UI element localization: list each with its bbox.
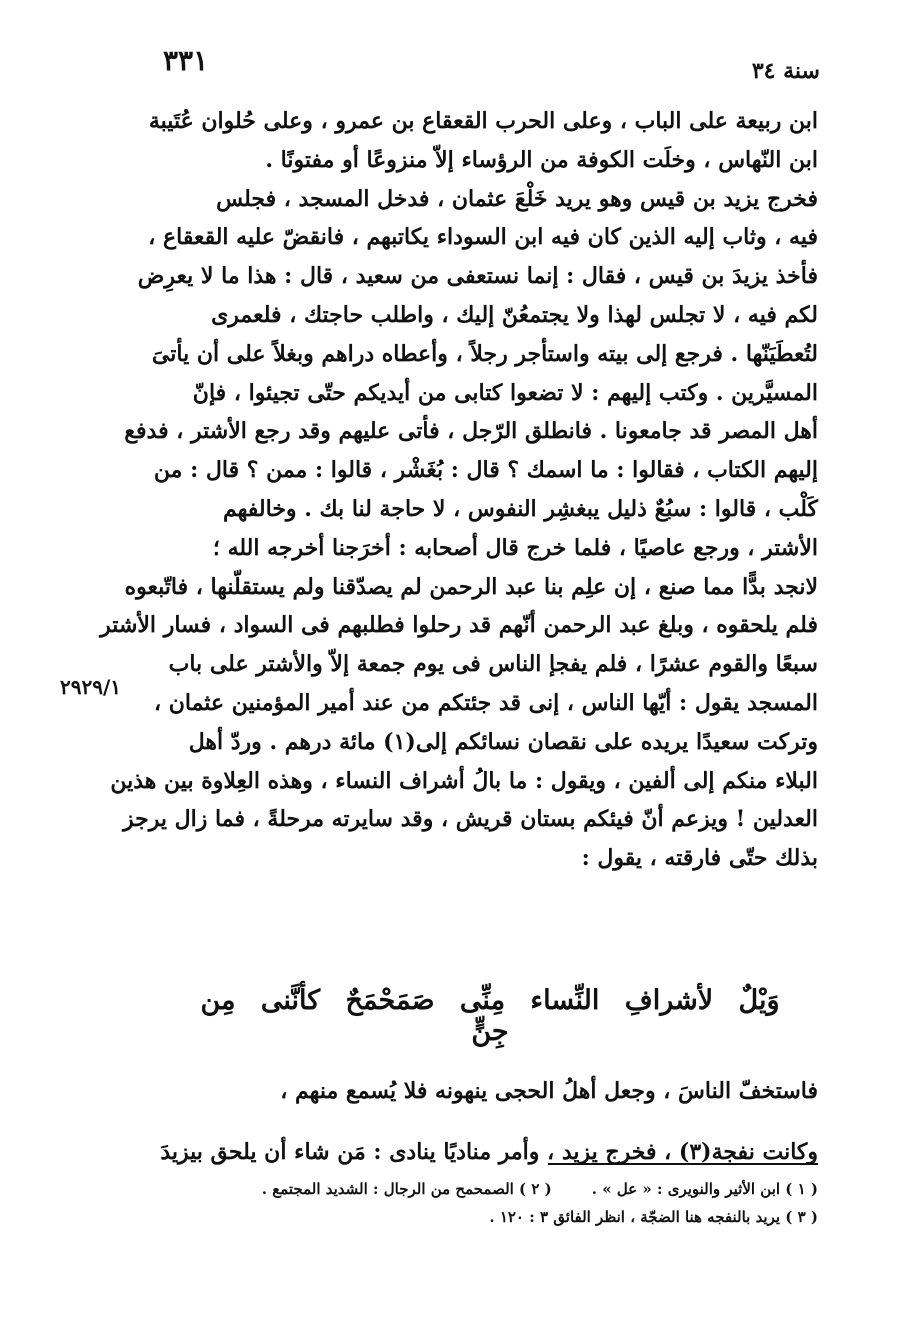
footnote-2: ( ٢ ) الصمحمح من الرجال : الشديد المجتمع . — [261, 1180, 552, 1198]
text-line: إليهم الكتاب ، فقالوا : ما اسمك ؟ قال : بُغَشْر ، قالوا : ممن ؟ قال : من — [153, 457, 818, 484]
text-line: فلم يلحقوه ، وبلغ عبد الرحمن أنّهم قد رحلوا فطلبهم فى السواد ، فسار الأشتر — [100, 612, 818, 639]
text-line: كَلْب ، قالوا : سبُعٌ ذليل يبغشِر النفوس ، لا حاجة لنا بك . وخالفهم — [223, 495, 818, 522]
year-label: سنة ٣٤ — [751, 58, 820, 84]
poetry-verse: وَيْلٌ لأشرافِ النِّساء مِنِّى صَمَحْمَحٌ كأنَّنى مِن جِنٍّ — [200, 985, 780, 1047]
text-line: فأخذ يزيدَ بن قيس ، فقال : إنما نستعفى من سعيد ، قال : هذا ما لا يعرِض — [137, 263, 818, 290]
text-line: لانجد بدًّا مما صنع ، إن علِم بنا عبد الرحمن لم يصدّقنا ولم يستقلّنها ، فاتّبعوه — [124, 573, 818, 600]
margin-reference: ٢٩٢٩/١ — [60, 675, 122, 699]
text-line: ابن النّهاس ، وخلَت الكوفة من الرؤساء إلاّ منزوعًا أو مفتونًا . — [265, 146, 818, 173]
text-line: لكم فيه ، لا تجلس لهذا ولا يجتمعُنّ إليك ، واطلب حاجتك ، فلعمرى — [211, 301, 818, 328]
page-number: ٣٣١ — [163, 44, 209, 77]
text-line: فيه ، وثاب إليه الذين كان فيه ابن السوداء يكاتبهم ، فانقضّ عليه القعقاع ، — [148, 224, 818, 251]
text-line: لتُعطَيَنّها . فرجع إلى بيته واستأجر رجلاً ، وأعطاه دراهم وبغلاً على أن يأتىَ — [151, 340, 818, 367]
text-line: سبعًا والقوم عشرًا ، فلم يفجإ الناس فى يوم جمعة إلاّ والأشتر على باب — [168, 651, 818, 678]
text-line: العدلين ! ويزعم أنّ فيئكم بستان قريش ، وقد سايرته مرحلةً ، فما زال يرجز — [123, 806, 818, 833]
footnote-divider — [548, 1163, 818, 1165]
text-line: البلاء منكم إلى ألفين ، ويقول : ما بالُ أشراف النساء ، وهذه العِلاوة بين هذين — [110, 767, 818, 794]
text-line: المسيَّرين . وكتب إليهم : لا تضعوا كتابى من أيديكم حتّى تجيئوا ، فإنّ — [192, 379, 818, 406]
text-line: وكانت نفجة(٣) ، فخرج يزيد ، وأمر مناديًا ينادى : مَن شاء أن يلحق بيزيدَ — [160, 1138, 818, 1165]
text-line: الأشتر ، ورجع عاصيًا ، فلما خرج قال أصحابه : أخرَجنا أخرجه الله ؛ — [212, 534, 818, 561]
text-line: أهل المصر قد جامعونا . فانطلق الرّجل ، فأتى عليهم وقد رجع الأشتر ، فدفع — [124, 418, 818, 445]
footnotes — [120, 1175, 818, 1231]
text-line: ابن ربيعة على الباب ، وعلى الحرب القعقاع بن عمرو ، وعلى حُلوان عُتَيبة — [148, 108, 818, 134]
text-line: المسجد يقول : أيّها الناس ، إنى قد جئتكم من عند أمير المؤمنين عثمان ، — [153, 689, 818, 716]
text-line: وتركت سعيدًا يريده على نقصان نسائكم إلى(١) مائة درهم . وردّ أهل — [188, 728, 818, 755]
after-verse-text — [100, 1050, 818, 1194]
text-line: فاستخفّ الناسَ ، وجعل أهلُ الحجى ينهونه فلا يُسمع منهم ، — [280, 1078, 818, 1104]
footnote-row — [120, 1175, 818, 1203]
text-line: بذلك حتّى فارقته ، يقول : — [581, 845, 818, 872]
footnote-1: ( ١ ) ابن الأثير والنويرى : « عل » . — [591, 1180, 818, 1198]
footnote-3: ( ٣ ) يريد بالنفجه هنا الضجّة ، انظر الفائق ٣ : ١٢٠ . — [489, 1208, 818, 1226]
footnote-row — [120, 1203, 818, 1231]
body-text — [100, 102, 818, 878]
text-line: فخرج يزيد بن قيس وهو يريد خَلْعَ عثمان ، فدخل المسجد ، فجلس — [216, 185, 818, 212]
